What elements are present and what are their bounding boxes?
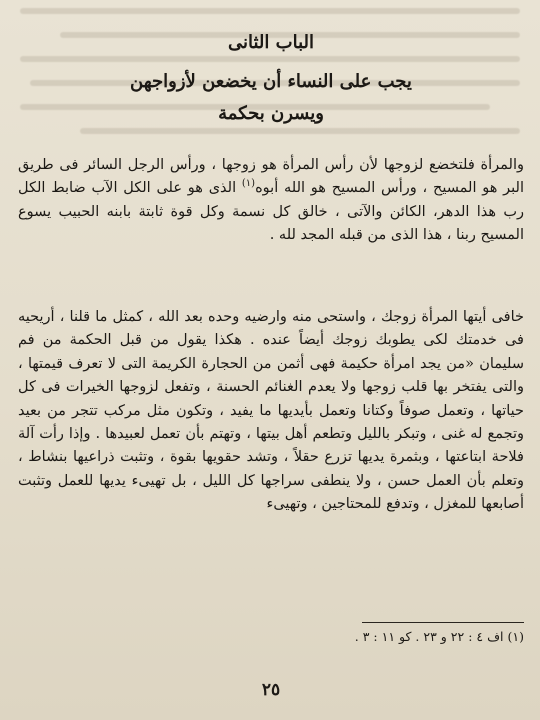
page-number: ٢٥ (261, 680, 281, 700)
footnote-reference-1: (١) (241, 178, 256, 190)
paragraph-2: خافى أيتها المرأة زوجك ، واستحى منه وارضيه وحده بعد الله ، كمثل ما قلنا ، أريحيه فى خدمتك لكى يطوبك زوجك أيضاً عنده . هكذا يقول من قبل الحكمة من فم سليمان «من يجد امرأة حكيمة فهى أثمن من الحجارة الكريمة التى لا تعرف قيمتها ، والتى يفتخر بها قلب زوجها ولا يعدم الغنائم الحسنة ، وتفعل لزوجها الخيرات فى كل حياتها ، وتعمل صوفاً وكتانا وتعمل بأيديها ما يفيد ، وتكون مثل مركب تتجر من بعيد وتجمع له غنى ، وتبكر بالليل وتطعم أهل بيتها ، وتهتم بأن تعمل لعبيدها . وإذا رأت آلة فلاحة ابتاعتها ، وبثمرة يديها تزرع حقلاً ، وتشد حقويها بقوة ، وتثبت ذراعيها بنشاط ، وتعلم بأن العمل حسن ، ولا ينطفى سراجها كل الليل ، بل تهيىء يديها للعمل وتثبت أصابعها للمغزل ، وتدفع للمحتاجين ، وتهيىء (18, 309, 524, 513)
page-content (18, 30, 524, 700)
paragraph-1 (18, 154, 524, 248)
footnote: (١) اف ٤ : ٢٢ و ٢٣ . كو ١١ : ٣ . (354, 629, 524, 644)
chapter-title: الباب الثانى (227, 32, 315, 53)
chapter-subtitle-line-1: يجب على النساء أن يخضعن لأزواجهن (130, 71, 412, 92)
footnote-divider (362, 622, 524, 623)
chapter-subtitle-line-2: ويسرن بحكمة (218, 103, 324, 124)
paragraph-1-text-a: والمرأة فلتخضع لزوجها لأن رأس المرأة هو زوجها ، ورأس الرجل السائر فى طريق البر هو المسيح ، ورأس المسيح هو الله أبوه (18, 157, 524, 197)
paragraph-1-text-b: الذى هو على الكل الآب ضابط الكل رب هذا الدهر، الكائن والآتى ، خالق كل نسمة وكل قوة ثابتة بابنه الحبيب يسوع المسيح ربنا ، هذا الذى من قبله المجد لله . (18, 180, 524, 244)
